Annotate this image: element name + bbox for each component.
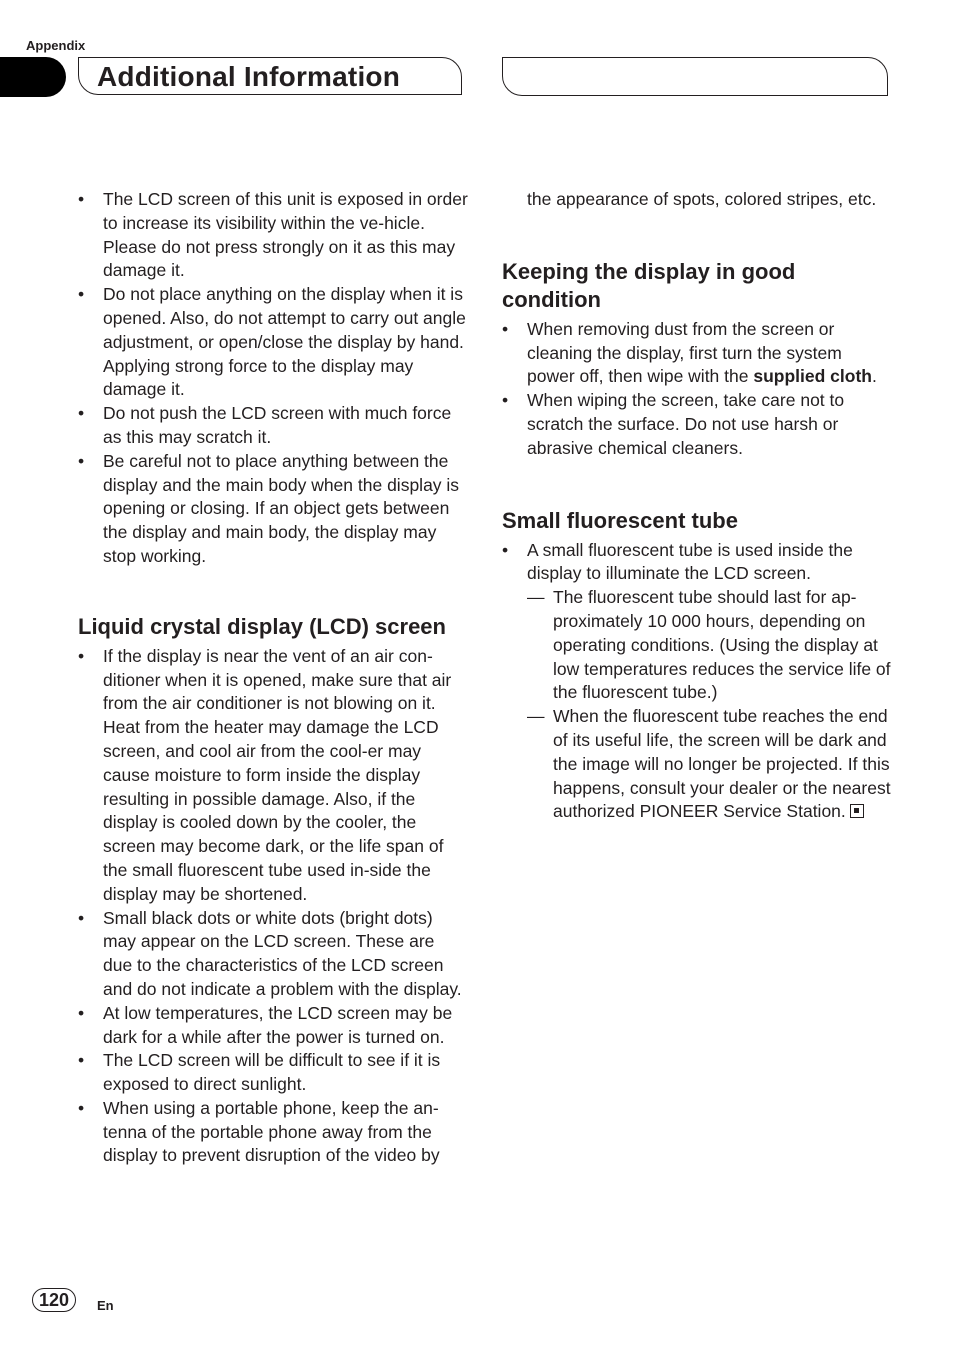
dash-item-text: When the fluorescent tube reaches the end of its useful life, the screen will be dark and the image will no longer be projected. If this happens, consult your dealer or the nearest authorized PIONEER Service Station.: [553, 706, 891, 822]
list-item: • When using a portable phone, keep the an-tenna of the portable phone away from the display to prevent disruption of the video by: [78, 1097, 468, 1168]
list-item: • If the display is near the vent of an air con-ditioner when it is opened, make sure that air from the air conditioner is not blowing on it. Heat from the heater may damage the LCD screen, and cool air from the cool-er may cause moisture to form inside the display resulting in possible damage. Also, if the display is cooled down by the cooler, the screen may become dark, or the life span of the small fluorescent tube used in-side the display may be shortened.: [78, 645, 468, 907]
right-column: [502, 188, 892, 824]
lcd-heading: Liquid crystal display (LCD) screen: [78, 613, 446, 639]
lcd-list: [78, 645, 468, 1169]
list-item: • The LCD screen of this unit is exposed in order to increase its visibility within the ve-hicle. Please do not press strongly on it as this may damage it.: [78, 188, 468, 283]
list-item: • The LCD screen will be difficult to see if it is exposed to direct sunlight.: [78, 1049, 468, 1097]
end-of-section-icon: [850, 804, 864, 818]
section-label: Appendix: [26, 38, 86, 53]
list-item: • Do not place anything on the display when it is opened. Also, do not attempt to carry out angle adjustment, or open/close the display by hand. Applying strong force to the display may damage it.: [78, 283, 468, 402]
keeping-list: [502, 318, 892, 461]
list-item: • When wiping the screen, take care not to scratch the surface. Do not use harsh or abrasive chemical cleaners.: [502, 389, 892, 460]
list-item: • At low temperatures, the LCD screen may be dark for a while after the power is turned on.: [78, 1002, 468, 1050]
dash-item: [527, 705, 892, 824]
supplied-cloth-text: supplied cloth: [753, 366, 872, 387]
intro-list: [78, 188, 468, 569]
list-item: • Small black dots or white dots (bright dots) may appear on the LCD screen. These are due to the characteristics of the LCD screen and do not indicate a problem with the display.: [78, 907, 468, 1002]
tube-heading: Small fluorescent tube: [502, 507, 738, 533]
list-item: • Be careful not to place anything between the display and the main body when the display is opening or closing. If an object gets between the display and main body, the display may stop working.: [78, 450, 468, 569]
page-title-box: [78, 57, 462, 95]
tube-dash-list: [527, 586, 892, 824]
header-empty-box: [502, 57, 888, 96]
list-item-text-end: .: [871, 366, 877, 387]
continuation-text: the appearance of spots, colored stripes, etc.: [527, 189, 877, 209]
keeping-heading: Keeping the display in good condition: [502, 258, 796, 312]
list-item: • Do not push the LCD screen with much force as this may scratch it.: [78, 402, 468, 450]
language-label: En: [97, 1298, 114, 1313]
section-tab-marker: [0, 57, 66, 97]
list-item: [502, 539, 892, 825]
dash-item: — The fluorescent tube should last for ap-proximately 10 000 hours, depending on operating conditions. (Using the display at low temperatures reduces the service life of the fluorescent tube.): [527, 586, 892, 705]
list-item-text: When removing dust from the screen or cleaning the display, first turn the system power off, then wipe with the: [527, 318, 842, 387]
page-title: Additional Information: [97, 61, 401, 92]
left-column: [78, 188, 468, 1168]
page-number: 120: [32, 1288, 76, 1312]
list-item-text: A small fluorescent tube is used inside the display to illuminate the LCD screen.: [527, 539, 853, 584]
list-item: [502, 318, 892, 389]
tube-list: [502, 539, 892, 825]
